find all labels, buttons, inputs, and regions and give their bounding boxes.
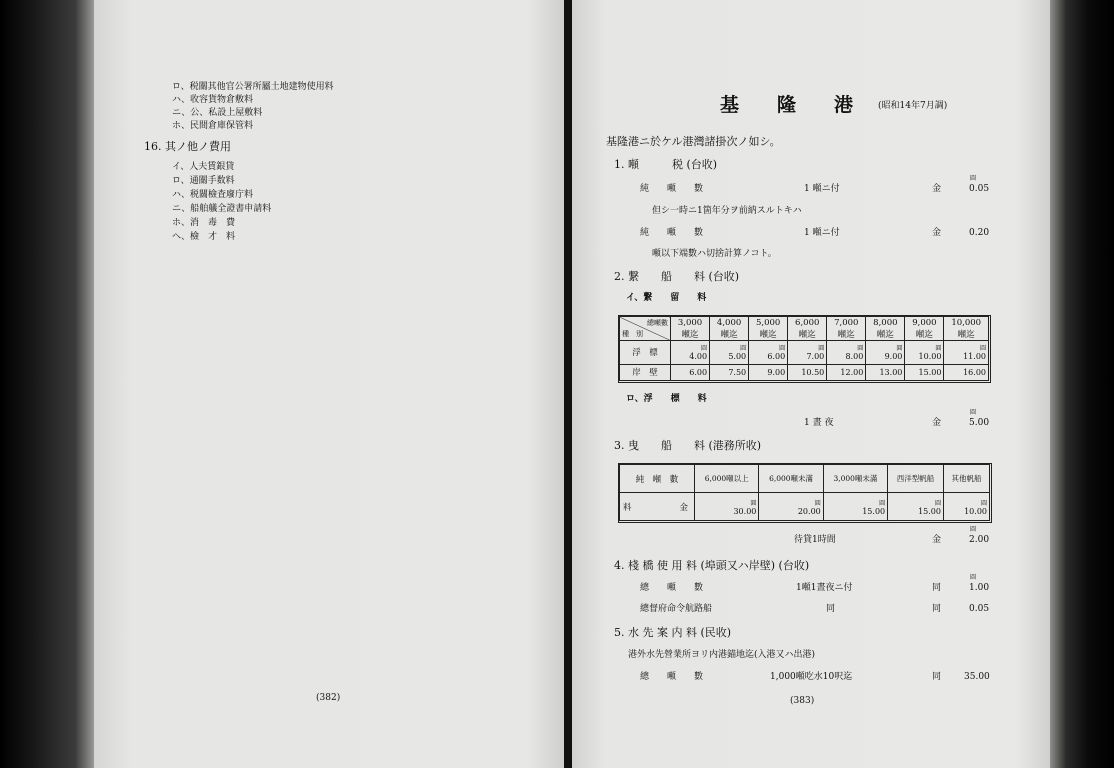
- row-label: 岸 壁: [620, 364, 671, 380]
- buoy-unit: 1 晝 夜: [804, 418, 834, 428]
- s4-row2-unit: 同: [826, 604, 836, 614]
- left-book-edge: [0, 0, 94, 768]
- col-header: 6,000噸未滿: [759, 465, 823, 493]
- table-cell: [749, 341, 788, 365]
- row-label-b: 金: [679, 503, 688, 513]
- right-book-edge: [1050, 0, 1114, 768]
- cell-value: 30.00: [733, 506, 757, 516]
- title-note: (昭和14年7月調): [878, 101, 948, 111]
- s5-row1-kin: 同: [932, 672, 942, 682]
- cell-value: 6.00: [671, 364, 710, 380]
- left-list-item: ハ、税關檢査廢庁料: [172, 190, 254, 200]
- buoy-amount: 5.00: [969, 418, 990, 428]
- col-header: 6,000 噸迄: [788, 317, 827, 341]
- table-cell: [905, 341, 944, 365]
- right-page: [572, 0, 1050, 768]
- cell-value: 4.00: [689, 352, 708, 362]
- row-label: 浮 標: [620, 341, 671, 365]
- section-5-heading: 5. 水 先 案 内 料 (民收): [614, 626, 732, 639]
- left-list-item: ホ、民間倉庫保管料: [172, 121, 254, 131]
- cell-value: 10.00: [918, 352, 942, 362]
- page-title: 基 隆 港: [720, 94, 854, 116]
- left-list-item: ロ、通關手数料: [172, 176, 235, 186]
- row-label-a: 料: [623, 503, 632, 513]
- s1-row1-label: 純 噸 數: [640, 184, 704, 194]
- cell-value: 7.50: [710, 364, 749, 380]
- gutter: [564, 0, 572, 768]
- row-label-cell: [620, 493, 695, 521]
- cell-value: 15.00: [862, 506, 886, 516]
- table-cell: [888, 493, 944, 521]
- table-corner-cell: [620, 317, 671, 341]
- s1-note2: 噸以下端數ハ切捨計算ノコト。: [652, 249, 777, 259]
- cell-value: 9.00: [749, 364, 788, 380]
- left-list-item: ニ、公、私設上屋敷料: [172, 108, 263, 118]
- yen-mark: 圓: [934, 499, 941, 507]
- cell-value: 6.00: [767, 352, 786, 362]
- yen-mark: 圓: [980, 499, 987, 507]
- col-header: 10,000 噸迄: [944, 317, 989, 341]
- right-page-number: (383): [790, 696, 815, 706]
- cell-value: 20.00: [797, 506, 821, 516]
- left-list-item: ヘ、檢 才 料: [172, 232, 236, 242]
- yen-mark: 圓: [740, 345, 747, 353]
- col-header: 4,000 噸迄: [710, 317, 749, 341]
- left-list-item: ハ、收容貨物倉敷料: [172, 95, 254, 105]
- s4-row1-unit: 1噸1晝夜ニ付: [796, 583, 853, 593]
- left-page: [94, 0, 564, 768]
- table-cell: [788, 341, 827, 365]
- s1-row1-unit: 1 噸ニ付: [804, 184, 840, 194]
- table-cell: [710, 341, 749, 365]
- s1-row2-amount: 0.20: [969, 228, 990, 238]
- s1-row1-kin: 金: [932, 184, 942, 194]
- cell-value: 15.00: [905, 364, 944, 380]
- table-cell: [823, 493, 887, 521]
- wait-kin: 金: [932, 535, 942, 545]
- s2-sub-b: ロ、浮 標 料: [626, 394, 707, 404]
- col-header: 8,000 噸迄: [866, 317, 905, 341]
- cell-value: 5.00: [728, 352, 747, 362]
- section-16-heading: 16. 其ノ他ノ費用: [144, 140, 231, 153]
- s1-row2-label: 純 噸 數: [640, 228, 704, 238]
- section-1-heading: 1. 噸 税 (台收): [614, 158, 718, 171]
- yen-mark: 圓: [979, 345, 986, 353]
- left-page-number: (382): [316, 693, 341, 703]
- cell-value: 9.00: [884, 352, 903, 362]
- corner-top-label: 總噸數: [647, 319, 668, 327]
- section-4-heading: 4. 棧 橋 使 用 料 (埠頭又ハ岸壁) (台收): [614, 559, 810, 572]
- yen-mark: 圓: [750, 499, 757, 507]
- cell-value: 15.00: [918, 506, 941, 516]
- col-header: 9,000 噸迄: [905, 317, 944, 341]
- cell-value: 12.00: [827, 364, 866, 380]
- yen-mark: 圓: [879, 499, 886, 507]
- col-header: 純 噸 數: [620, 465, 695, 493]
- left-list-item: ホ、消 毒 費: [172, 218, 236, 228]
- table-cell: [671, 341, 710, 365]
- yen-mark: 圓: [970, 175, 977, 182]
- left-list-item: ニ、船舶艤全證書申請料: [172, 204, 272, 214]
- s1-row1-amount: 0.05: [969, 184, 990, 194]
- towage-table: [619, 464, 990, 521]
- cell-value: 10.50: [788, 364, 827, 380]
- section-2-heading: 2. 繋 船 料 (台收): [614, 270, 740, 283]
- yen-mark: 圓: [779, 345, 786, 353]
- cell-value: 13.00: [866, 364, 905, 380]
- table-cell: [827, 341, 866, 365]
- s5-row1-label: 總 噸 數: [640, 672, 704, 682]
- section-3-heading: 3. 曳 船 料 (港務所收): [614, 439, 762, 452]
- cell-value: 10.00: [964, 506, 987, 516]
- cell-value: 11.00: [963, 352, 986, 362]
- cell-value: 8.00: [845, 352, 864, 362]
- yen-mark: 圓: [970, 574, 977, 581]
- s5-row1-amount: 35.00: [964, 672, 990, 682]
- col-header: 6,000噸以上: [695, 465, 759, 493]
- cell-value: 7.00: [806, 352, 825, 362]
- table-cell: [943, 493, 989, 521]
- yen-mark: 圓: [814, 499, 821, 507]
- s2-sub-a: イ、繋 留 料: [626, 293, 707, 303]
- s5-note: 港外水先營業所ヨリ内港錨地迄(入港又ハ出港): [628, 650, 816, 660]
- wait-amount: 2.00: [969, 535, 990, 545]
- s4-row1-kin: 同: [932, 583, 942, 593]
- table-cell: [944, 341, 989, 365]
- cell-value: 16.00: [944, 364, 989, 380]
- table-cell: [866, 341, 905, 365]
- s4-row1-amount: 1.00: [969, 583, 990, 593]
- col-header: 其他帆船: [943, 465, 989, 493]
- yen-mark: 圓: [970, 409, 977, 416]
- col-header: 7,000 噸迄: [827, 317, 866, 341]
- s1-note1: 但シ一時ニ1箇年分ヲ前納スルトキハ: [652, 206, 802, 216]
- corner-bottom-label: 種 別: [622, 330, 643, 338]
- col-header: 3,000 噸迄: [671, 317, 710, 341]
- s4-row2-amount: 0.05: [969, 604, 990, 614]
- left-list-item: ロ、税關其他官公署所屬土地建物使用料: [172, 82, 334, 92]
- s4-row1-label: 總 噸 數: [640, 583, 704, 593]
- yen-mark: 圓: [896, 345, 903, 353]
- table-cell: [695, 493, 759, 521]
- wait-label: 待貸1時間: [794, 535, 836, 545]
- col-header: 3,000噸未滿: [823, 465, 887, 493]
- yen-mark: 圓: [818, 345, 825, 353]
- s4-row2-label: 總督府命令航路船: [640, 604, 713, 614]
- yen-mark: 圓: [857, 345, 864, 353]
- yen-mark: 圓: [935, 345, 942, 353]
- col-header: 西洋型帆船: [888, 465, 944, 493]
- s1-row2-kin: 金: [932, 228, 942, 238]
- table-cell: [759, 493, 823, 521]
- s4-row2-kin: 同: [932, 604, 942, 614]
- yen-mark: 圓: [970, 526, 977, 533]
- s5-row1-unit: 1,000噸吃水10呎迄: [770, 672, 853, 682]
- yen-mark: 圓: [701, 345, 708, 353]
- s1-row2-unit: 1 噸ニ付: [804, 228, 840, 238]
- buoy-kin: 金: [932, 418, 942, 428]
- left-list-item: イ、人夫賃銀貸: [172, 162, 235, 172]
- col-header: 5,000 噸迄: [749, 317, 788, 341]
- mooring-fee-table: [619, 316, 989, 381]
- intro-text: 基隆港ニ於ケル港灣諸掛次ノ如シ。: [606, 135, 781, 148]
